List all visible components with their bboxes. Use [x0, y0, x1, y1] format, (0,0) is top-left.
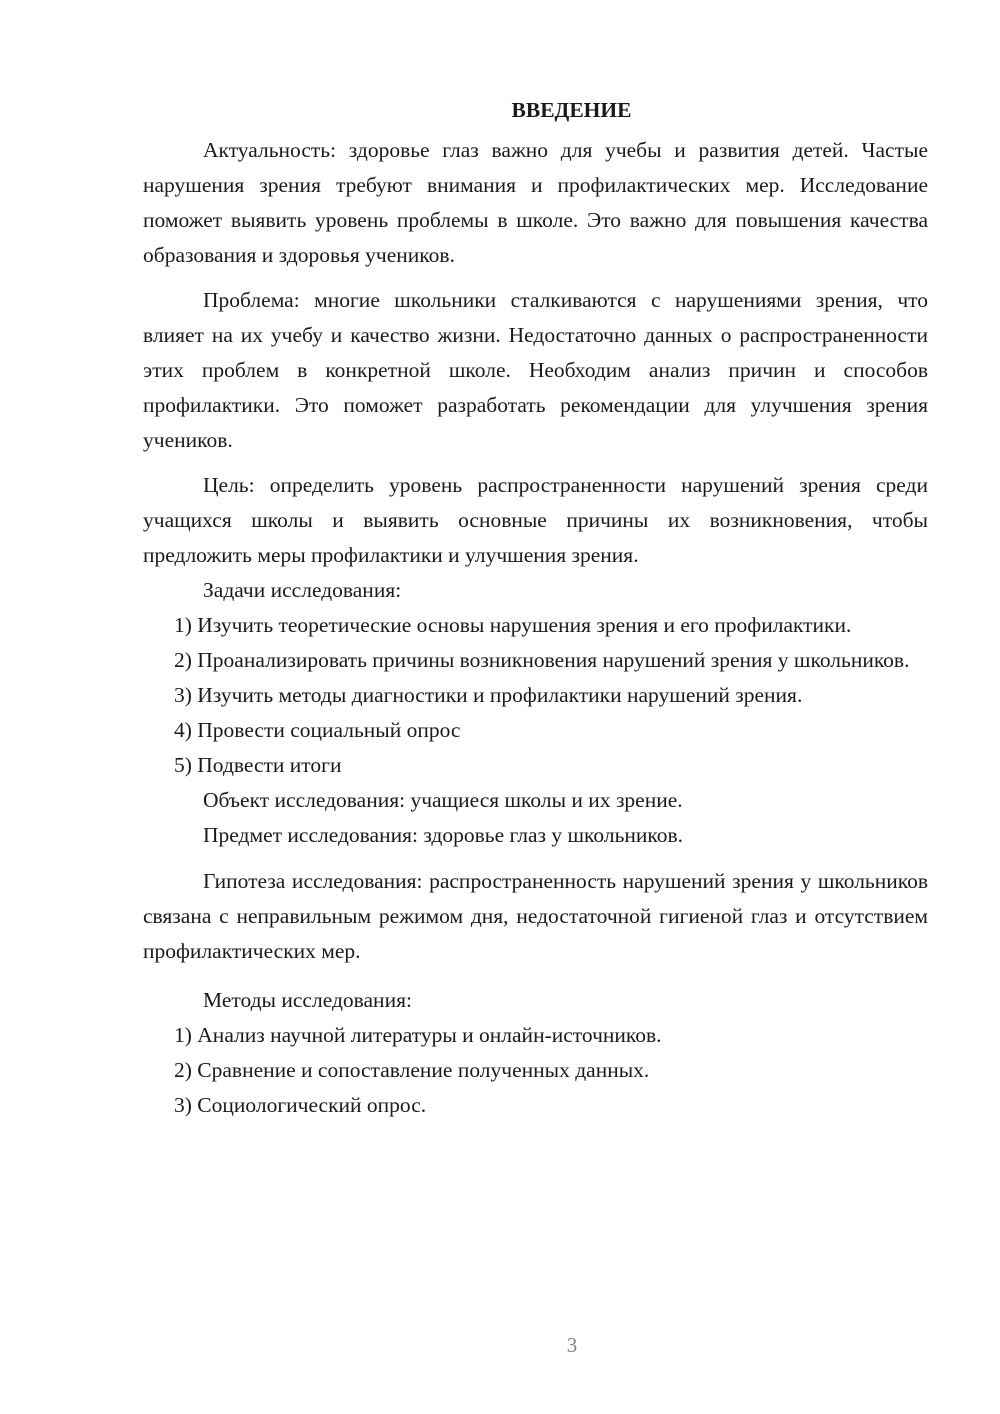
relevance-paragraph: Актуальность: здоровье глаз важно для учебы и развития детей. Частые нарушения зрения требуют внимания и профилактических мер. Исследование поможет выявить уровень проблемы в школе. Это важно для повышения качества образования и здоровья учеников. — [143, 138, 928, 267]
page-number: 3 — [566, 1333, 578, 1357]
method-item-3: 3) Социологический опрос. — [174, 1093, 427, 1117]
subject-paragraph: Предмет исследования: здоровье глаз у школьников. — [203, 823, 684, 847]
task-item-2: 2) Проанализировать причины возникновения нарушений зрения у школьников. — [174, 648, 910, 672]
hypothesis-paragraph: Гипотеза исследования: распространенность нарушений зрения у школьников связана с неправильным режимом дня, недостаточной гигиеной глаз и отсутствием профилактических мер. — [143, 869, 928, 963]
task-item-3: 3) Изучить методы диагностики и профилактики нарушений зрения. — [174, 683, 803, 707]
object-paragraph: Объект исследования: учащиеся школы и их зрение. — [203, 788, 683, 812]
method-item-1: 1) Анализ научной литературы и онлайн-источников. — [174, 1023, 662, 1047]
methods-heading: Методы исследования: — [203, 988, 412, 1012]
goal-paragraph: Цель: определить уровень распространенности нарушений зрения среди учащихся школы и выявить основные причины их возникновения, чтобы предложить меры профилактики и улучшения зрения. — [143, 473, 928, 567]
task-item-5: 5) Подвести итоги — [174, 753, 342, 777]
problem-paragraph: Проблема: многие школьники сталкиваются с нарушениями зрения, что влияет на их учебу и качество жизни. Недостаточно данных о распространенности этих проблем в конкретной школе. Необходим анализ причин и способов профилактики. Это поможет разработать рекомендации для улучшения зрения учеников. — [143, 288, 928, 452]
task-item-1: 1) Изучить теоретические основы нарушения зрения и его профилактики. — [174, 613, 852, 637]
method-item-2: 2) Сравнение и сопоставление полученных данных. — [174, 1058, 650, 1082]
document-page — [143, 93, 928, 1123]
tasks-heading: Задачи исследования: — [203, 578, 402, 602]
task-item-4: 4) Провести социальный опрос — [174, 718, 461, 742]
section-title: ВВЕДЕНИЕ — [511, 98, 632, 122]
